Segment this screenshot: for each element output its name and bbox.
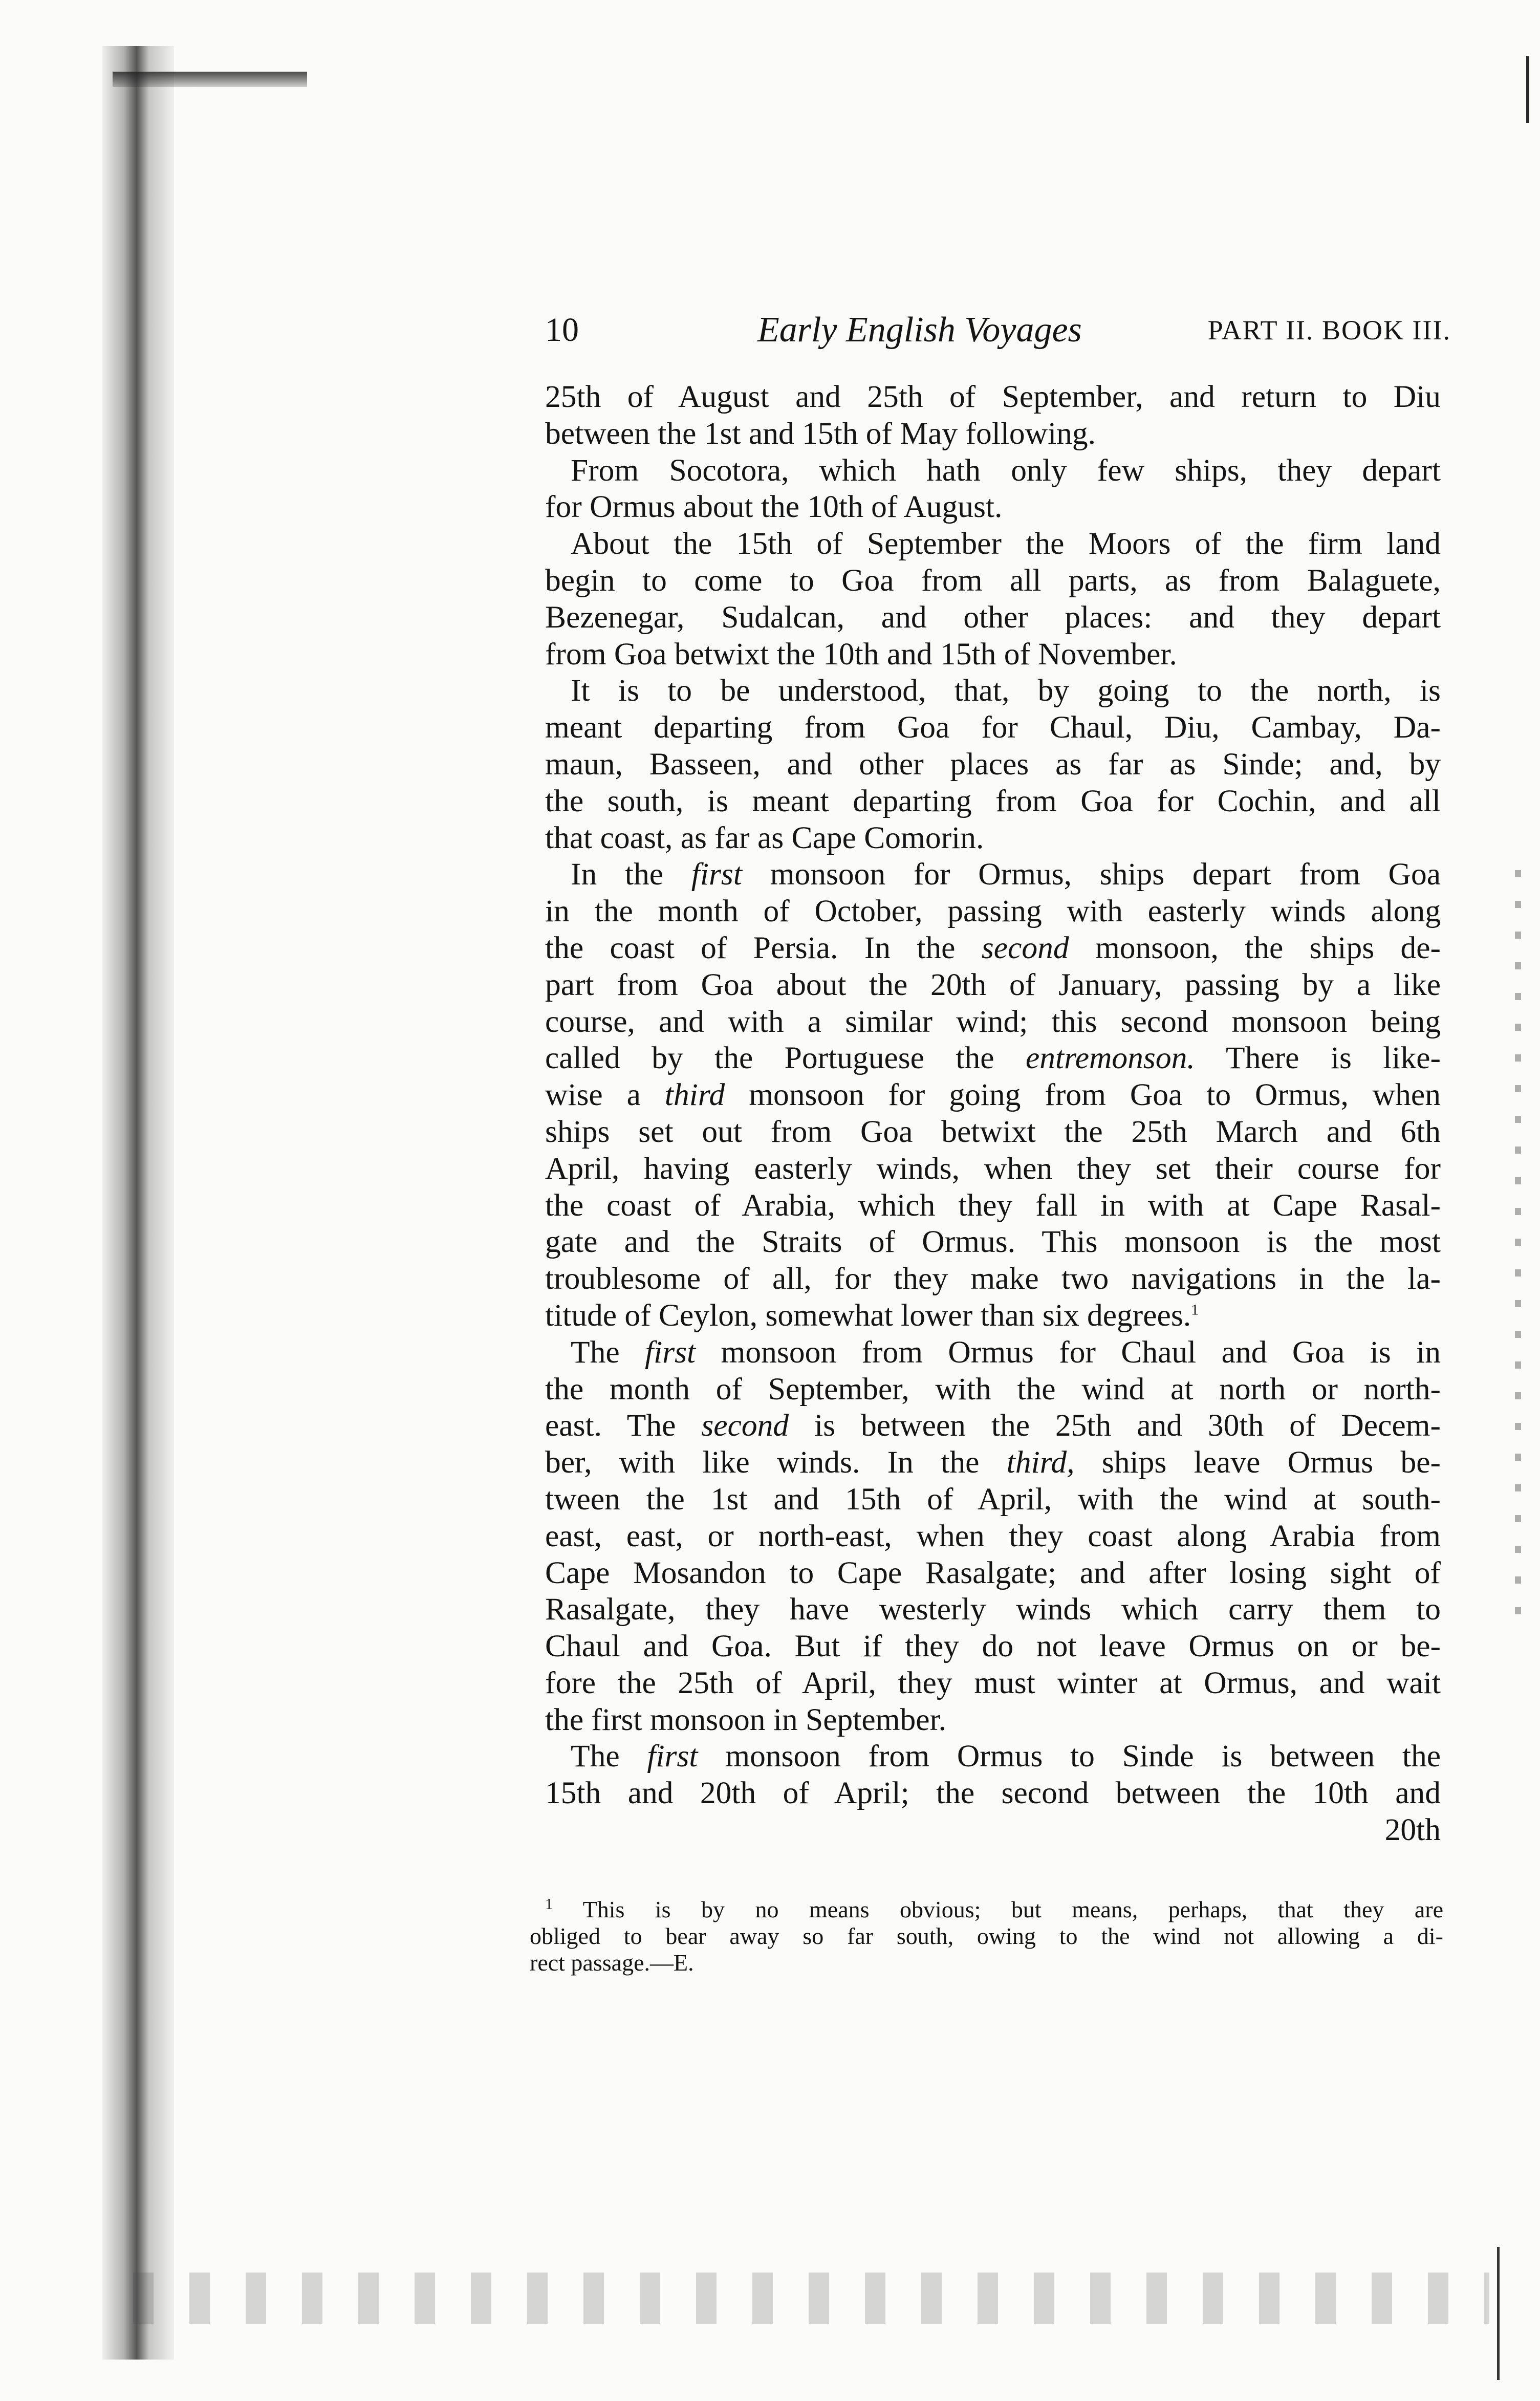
page-edge-specks [1515, 870, 1521, 1638]
text-line: part from Goa about the 20th of January, passing by a like [545, 967, 1441, 1002]
italic-word: entremonson. [1025, 1041, 1195, 1076]
italic-word: second [981, 930, 1069, 965]
text-line: gate and the Straits of Ormus. This monsoon is the most [545, 1224, 1441, 1260]
text-line: From Socotora, which hath only few ships, they depart [571, 452, 1441, 488]
corner-mark [1497, 2247, 1500, 2380]
text-line: the month of September, with the wind at north or north- [545, 1371, 1441, 1407]
page-edge-mark [1526, 56, 1529, 123]
text-line: April, having easterly winds, when they set their course for [545, 1151, 1441, 1186]
footnote-marker: 1 [545, 1895, 553, 1913]
text-line [545, 1444, 1441, 1481]
text-run: monsoon for going from Goa to Ormus, when [725, 1077, 1441, 1113]
text-line: Cape Mosandon to Cape Rasalgate; and after losing sight of [545, 1555, 1441, 1590]
text-line [545, 1040, 1441, 1077]
text-line [545, 1297, 1441, 1334]
text-line: meant departing from Goa for Chaul, Diu, Cambay, Da- [545, 710, 1441, 745]
part-book-label: PART II. BOOK III. [1207, 315, 1451, 345]
text-run: ber, with like winds. In the [545, 1445, 1007, 1480]
text-run: monsoon, the ships de- [1069, 930, 1441, 965]
text-line: Rasalgate, they have westerly winds which carry them to [545, 1592, 1441, 1627]
text-line [545, 856, 1441, 893]
text-line: maun, Basseen, and other places as far as Sinde; and, by [545, 746, 1441, 782]
text-line: the coast of Arabia, which they fall in with at Cape Rasal- [545, 1187, 1441, 1223]
text-line: that coast, as far as Cape Comorin. [545, 820, 984, 855]
text-line: for Ormus about the 10th of August. [545, 489, 1003, 525]
page-number: 10 [545, 311, 579, 349]
text-line: It is to be understood, that, by going to the north, is [571, 673, 1441, 708]
text-run: the coast of Persia. In the [545, 930, 982, 965]
text-line: the first monsoon in September. [545, 1702, 947, 1737]
footnote-line: rect passage.—E. [530, 1950, 694, 1976]
text-line: east, east, or north-east, when they coast along Arabia from [545, 1518, 1441, 1553]
text-line: 25th of August and 25th of September, and return to Diu [545, 379, 1441, 414]
text-run: The [571, 1334, 645, 1370]
text-run: monsoon from Ormus for Chaul and Goa is in [696, 1334, 1441, 1370]
text-run: titude of Ceylon, somewhat lower than six degrees. [545, 1297, 1191, 1333]
text-line [545, 1408, 1441, 1444]
text-run: called by the Portuguese the [545, 1041, 1026, 1076]
italic-word: first [691, 857, 742, 892]
text-run: monsoon for Ormus, ships depart from Goa [742, 857, 1441, 892]
running-title: Early English Voyages [757, 310, 1082, 350]
text-run: The [571, 1739, 647, 1774]
book-gutter-shadow [102, 46, 174, 2360]
text-line: between the 1st and 15th of May following. [545, 416, 1096, 451]
text-line: troublesome of all, for they make two navigations in the la- [545, 1261, 1441, 1296]
footnote-reference: 1 [1191, 1301, 1199, 1318]
footnote [530, 1896, 1443, 1976]
text-line: the south, is meant departing from Goa for Cochin, and all [545, 783, 1441, 818]
text-run: In the [571, 857, 691, 892]
bottom-scan-noise [133, 2273, 1489, 2324]
text-run: is between the 25th and 30th of Decem- [789, 1408, 1441, 1443]
text-run: monsoon from Ormus to Sinde is between the [698, 1739, 1441, 1774]
italic-word: first [647, 1739, 698, 1774]
text-line [545, 930, 1441, 967]
text-run: There is like- [1195, 1041, 1441, 1076]
italic-word: second [701, 1408, 789, 1443]
text-line: About the 15th of September the Moors of the firm land [571, 526, 1441, 561]
text-run: wise a [545, 1077, 665, 1113]
text-line: course, and with a similar wind; this second monsoon being [545, 1004, 1441, 1039]
text-line: begin to come to Goa from all parts, as from Balaguete, [545, 563, 1441, 598]
text-line: tween the 1st and 15th of April, with the wind at south- [545, 1481, 1441, 1517]
italic-word: third [664, 1077, 725, 1113]
text-line: ships set out from Goa betwixt the 25th March and 6th [545, 1114, 1441, 1149]
running-header [545, 307, 1451, 353]
footnote-line: obliged to bear away so far south, owing to the wind not allowing a di- [530, 1923, 1443, 1949]
body-text [545, 379, 1441, 1849]
catchword: 20th [1384, 1812, 1441, 1848]
text-line: Chaul and Goa. But if they do not leave Ormus on or be- [545, 1629, 1441, 1664]
text-run: east. The [545, 1408, 702, 1443]
text-line [545, 1077, 1441, 1114]
italic-word: third, [1006, 1445, 1075, 1480]
text-line: 15th and 20th of April; the second between the 10th and [545, 1776, 1441, 1811]
text-line: fore the 25th of April, they must winter at Ormus, and wait [545, 1665, 1441, 1700]
text-line: Bezenegar, Sudalcan, and other places: and they depart [545, 599, 1441, 635]
text-line [545, 1738, 1441, 1775]
gutter-top-mark [113, 72, 307, 87]
text-line: in the month of October, passing with easterly winds along [545, 894, 1441, 929]
text-run: ships leave Ormus be- [1074, 1445, 1441, 1480]
footnote-line [530, 1896, 1443, 1923]
text-line: from Goa betwixt the 10th and 15th of November. [545, 636, 1177, 672]
italic-word: first [645, 1334, 696, 1370]
text-line [545, 1334, 1441, 1371]
text-run: This is by no means obvious; but means, perhaps, that they are [553, 1896, 1443, 1922]
